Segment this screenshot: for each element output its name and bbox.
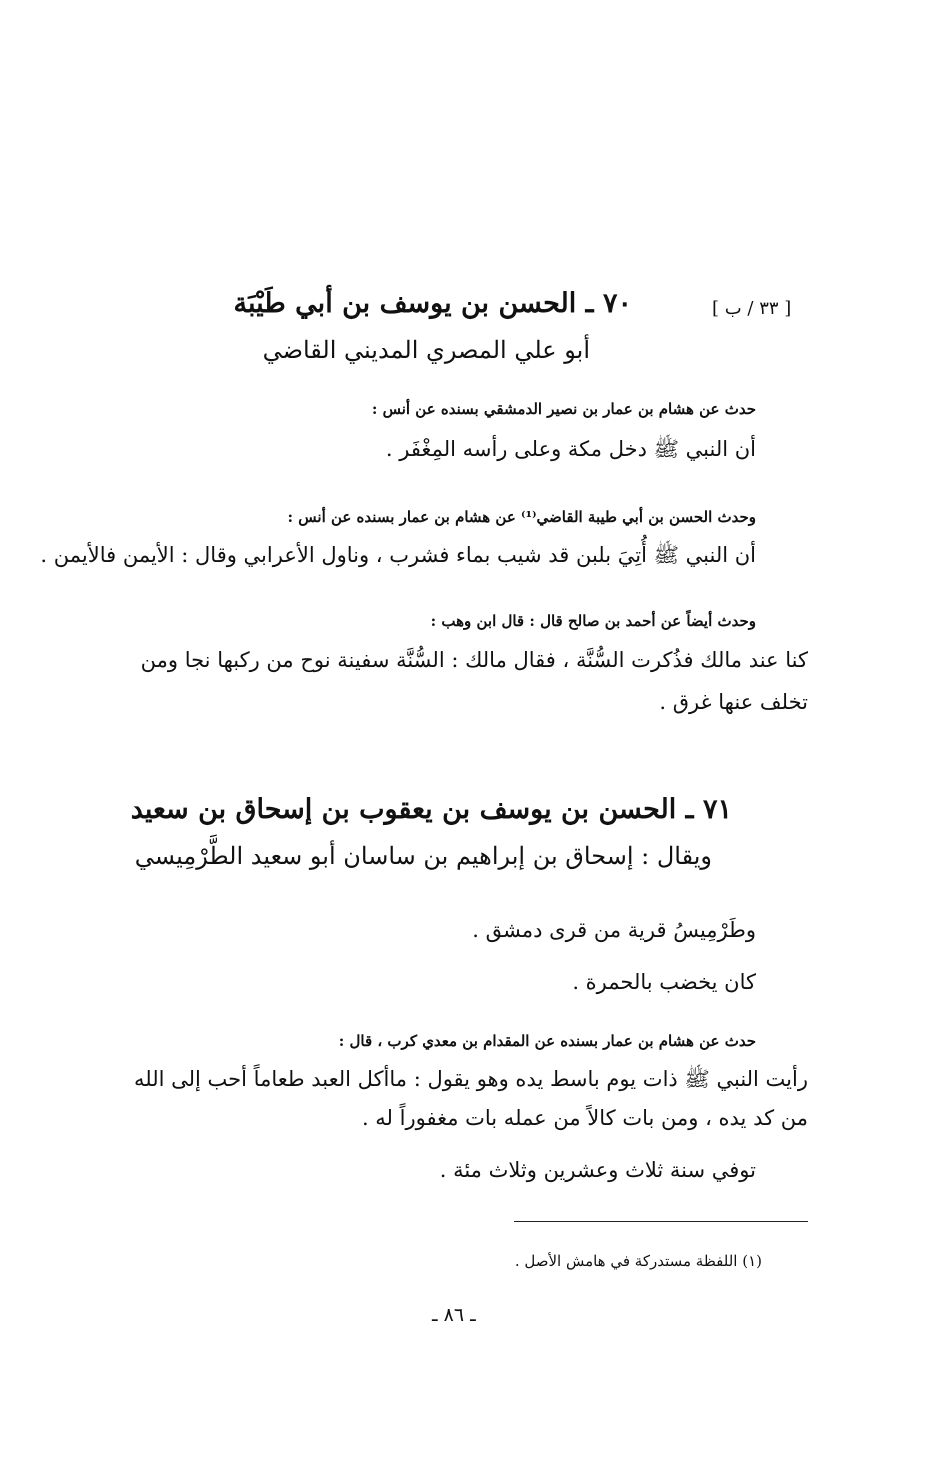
entry-71-note-dye: كان يخضب بالحمرة . xyxy=(572,970,756,994)
entry-71-note-place: وطَرْمِيسُ قرية من قرى دمشق . xyxy=(472,918,756,942)
entry-70-hadith-3-line-2: تخلف عنها غرق . xyxy=(659,690,808,714)
entry-70-hadith-3-intro: وحدث أيضاً عن أحمد بن صالح قال : قال ابن وهب : xyxy=(430,612,756,630)
entry-70-hadith-2-intro: وحدث الحسن بن أبي طيبة القاضي⁽¹⁾ عن هشام بن عمار بسنده عن أنس : xyxy=(287,508,756,526)
entry-71-subtitle: ويقال : إسحاق بن إبراهيم بن ساسان أبو سعيد الطَّرْمِيسي xyxy=(134,842,712,870)
entry-70-hadith-1-text: أن النبي ﷺ دخل مكة وعلى رأسه المِغْفَر . xyxy=(385,437,756,461)
folio-reference: [ ٣٣ / ب ] xyxy=(712,298,792,319)
entry-70-heading: ٧٠ ـ الحسن بن يوسف بن أبي طَيْبَة xyxy=(233,288,632,319)
entry-70-hadith-3-line-1: كنا عند مالك فذُكرت السُّنَّة ، فقال مالك : السُّنَّة سفينة نوح من ركبها نجا ومن xyxy=(140,648,808,672)
entry-70-hadith-1-intro: حدث عن هشام بن عمار بن نصير الدمشقي بسنده عن أنس : xyxy=(371,400,756,418)
entry-71-heading: ٧١ ـ الحسن بن يوسف بن يعقوب بن إسحاق بن سعيد xyxy=(130,794,732,825)
entry-71-hadith-intro: حدث عن هشام بن عمار بسنده عن المقدام بن معدي كرب ، قال : xyxy=(338,1032,756,1050)
entry-71-hadith-line-1: رأيت النبي ﷺ ذات يوم باسط يده وهو يقول : ماأكل العبد طعاماً أحب إلى الله xyxy=(134,1067,808,1091)
entry-70-subtitle: أبو علي المصري المديني القاضي xyxy=(262,336,590,364)
footnote-1: (١) اللفظة مستدركة في هامش الأصل . xyxy=(514,1252,762,1270)
entry-71-death-date: توفي سنة ثلاث وعشرين وثلاث مئة . xyxy=(439,1158,756,1182)
page-number: ـ ٨٦ ـ xyxy=(432,1304,476,1326)
entry-71-hadith-line-2: من كد يده ، ومن بات كالاً من عمله بات مغفوراً له . xyxy=(361,1106,808,1130)
footnote-divider xyxy=(514,1221,808,1222)
entry-70-hadith-2-text: أن النبي ﷺ أُتِيَ بلبن قد شيب بماء فشرب ، وناول الأعرابي وقال : الأيمن فالأيمن . xyxy=(40,543,756,567)
